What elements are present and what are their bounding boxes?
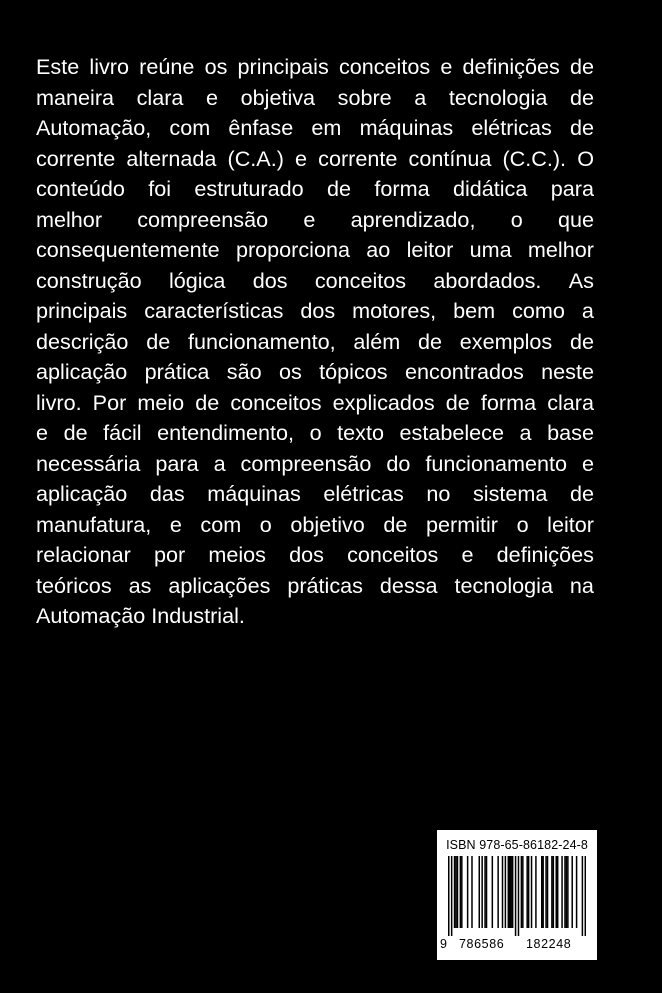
blurb-word: texto [337, 420, 384, 445]
blurb-word: clara [136, 84, 184, 110]
blurb-word: permitir [426, 511, 498, 537]
blurb-word: prática [144, 359, 210, 384]
blurb-word: consequentemente [36, 237, 220, 262]
blurb-word: a [581, 298, 594, 323]
barcode-bar [551, 856, 553, 928]
blurb-word: no [426, 481, 451, 506]
barcode-bar [467, 856, 469, 928]
blurb-word: por [153, 542, 186, 567]
blurb-word: as [128, 572, 152, 598]
blurb-word: uma [469, 237, 512, 262]
blurb-word: compreensão [137, 206, 269, 232]
barcode-bar [515, 856, 517, 936]
blurb-word: principais [36, 298, 128, 323]
barcode-bar [567, 856, 569, 928]
blurb-word: são [226, 359, 262, 384]
blurb-word: o [510, 206, 523, 232]
barcode-bar [484, 856, 486, 928]
blurb-word: ênfase [228, 115, 294, 140]
blurb-word: funcionamento [425, 450, 567, 476]
blurb-word: melhor [36, 206, 103, 232]
blurb-line [36, 571, 594, 602]
blurb-word: meio [137, 389, 185, 415]
blurb-word: contínua [408, 145, 492, 171]
blurb-word: do [386, 450, 411, 476]
barcode-bar [448, 856, 450, 936]
barcode-bar [454, 856, 456, 928]
blurb-word: (C.C.). [502, 145, 567, 171]
blurb-word: máquinas [207, 481, 301, 506]
blurb-word: aplicação [36, 359, 128, 384]
blurb-line [36, 113, 594, 144]
blurb-word: principais [237, 54, 329, 79]
blurb-word: entendimento, [157, 420, 294, 445]
isbn-label: ISBN 978-65-86182-24-8 [446, 838, 588, 852]
blurb-word: definições [496, 542, 594, 567]
barcode-bar [518, 856, 520, 936]
blurb-word: didática [452, 176, 528, 201]
blurb-word: para [550, 176, 594, 201]
blurb-word: de [569, 328, 594, 354]
barcode-bars [448, 856, 586, 936]
blurb-word: Este [36, 54, 80, 79]
blurb-word: bem [453, 298, 496, 323]
blurb-word: descrição [36, 328, 129, 354]
barcode-bar [535, 856, 537, 928]
blurb-word: e [461, 542, 474, 567]
ean-left-group: 786586 [459, 937, 505, 951]
barcode-bar [460, 856, 462, 928]
blurb-word: conceitos [338, 54, 431, 79]
blurb-word: meios [208, 542, 266, 567]
barcode-bar [502, 856, 504, 928]
blurb-line [36, 357, 594, 388]
blurb-word: práticas [287, 572, 363, 598]
blurb-line [36, 52, 594, 83]
blurb-word: dos [289, 542, 324, 567]
barcode-bar [564, 856, 566, 928]
ean-right-group: 182248 [526, 937, 572, 951]
blurb-word: o [259, 511, 272, 537]
blurb-word: corrente [36, 145, 116, 171]
back-cover-blurb [36, 52, 594, 632]
blurb-line [36, 296, 594, 327]
barcode-bar [585, 856, 586, 936]
blurb-word: como [512, 298, 565, 323]
blurb-line [36, 205, 594, 236]
blurb-word: motores, [352, 298, 437, 323]
barcode-bar [492, 856, 494, 928]
barcode-bar [555, 856, 557, 928]
blurb-word: tecnologia [448, 84, 548, 110]
barcode-bar [582, 856, 584, 936]
blurb-word: o [309, 420, 322, 445]
blurb-word: neste [541, 359, 594, 384]
blurb-word: Industrial. [151, 603, 245, 628]
blurb-word: de [569, 84, 594, 110]
blurb-word: base [547, 420, 594, 445]
barcode-bar [561, 856, 563, 928]
blurb-word: aplicações [168, 572, 271, 598]
barcode-bar [455, 856, 457, 928]
blurb-line [36, 510, 594, 541]
blurb-word: de [195, 389, 220, 415]
blurb-line [36, 388, 594, 419]
blurb-line [36, 83, 594, 114]
blurb-word: a [414, 84, 427, 110]
blurb-word: elétricas [471, 115, 552, 140]
isbn-barcode [437, 830, 597, 960]
blurb-word: os [278, 359, 302, 384]
blurb-word: a [213, 450, 226, 476]
blurb-word: ao [366, 237, 391, 262]
blurb-word: objetivo [290, 511, 365, 537]
blurb-word: e [169, 511, 182, 537]
blurb-word: leitor [406, 237, 454, 262]
barcode-bar [557, 856, 559, 928]
blurb-word: de [326, 176, 352, 201]
blurb-word: de [569, 54, 594, 79]
blurb-word: O [577, 145, 594, 171]
blurb-word: e [295, 145, 308, 171]
blurb-word: além [353, 328, 401, 354]
blurb-word: a [519, 420, 532, 445]
blurb-line [36, 327, 594, 358]
blurb-word: explicados [332, 389, 435, 415]
blurb-word: clara [547, 389, 594, 415]
barcode-bar [510, 856, 512, 928]
blurb-word: dos [300, 298, 336, 323]
blurb-word: aplicação [36, 481, 128, 506]
blurb-word: sobre [337, 84, 392, 110]
blurb-word: para [155, 450, 199, 476]
blurb-word: necessária [36, 450, 141, 476]
blurb-word: exemplos [459, 328, 553, 354]
blurb-word: dessa [379, 572, 438, 598]
blurb-word: dos [252, 267, 288, 293]
blurb-word: conceitos [230, 389, 322, 415]
barcode-bar [553, 856, 555, 928]
blurb-word: As [568, 267, 594, 293]
blurb-line [36, 174, 594, 205]
blurb-word: objetiva [240, 84, 316, 110]
blurb-word: definições [462, 54, 560, 79]
blurb-word: com [200, 511, 242, 537]
barcode-bar [486, 856, 488, 928]
blurb-word: com [169, 115, 211, 140]
blurb-word: livro [89, 54, 129, 79]
blurb-word: e [303, 206, 316, 232]
blurb-word: foi [148, 176, 172, 201]
blurb-word: relacionar [36, 542, 131, 567]
barcode-bar [497, 856, 499, 928]
blurb-word: características [144, 298, 284, 323]
blurb-line [36, 266, 594, 297]
barcode-bar [576, 856, 578, 928]
blurb-line [36, 601, 594, 632]
blurb-word: de [445, 389, 470, 415]
blurb-word: teóricos [36, 572, 112, 598]
blurb-word: de [569, 115, 594, 140]
barcode-bar [457, 856, 459, 928]
barcode-bar [508, 856, 510, 928]
blurb-word: livro. [36, 389, 82, 415]
barcode-bar [526, 856, 528, 928]
blurb-line [36, 479, 594, 510]
blurb-word: conceitos [347, 542, 439, 567]
blurb-word: das [149, 481, 185, 506]
barcode-bar [531, 856, 533, 928]
barcode-bar [481, 856, 483, 928]
blurb-word: máquinas [359, 115, 454, 140]
blurb-line [36, 235, 594, 266]
blurb-word: proporciona [235, 237, 350, 262]
barcode-bar [545, 856, 547, 928]
blurb-line [36, 540, 594, 571]
blurb-word: Por [92, 389, 127, 415]
blurb-word: elétricas [323, 481, 404, 506]
blurb-word: na [569, 572, 594, 598]
blurb-word: e [206, 84, 219, 110]
blurb-word: (C.A.) [227, 145, 284, 171]
blurb-word: alternada [126, 145, 217, 171]
barcode-bar [541, 856, 543, 928]
blurb-word: leitor [547, 511, 594, 537]
blurb-word: tópicos [319, 359, 388, 384]
blurb-word: que [557, 206, 594, 232]
blurb-word: sistema [472, 481, 548, 506]
blurb-word: forma [374, 176, 430, 201]
blurb-word: estabelece [399, 420, 504, 445]
blurb-word: Automação [36, 603, 146, 628]
blurb-word: fácil [103, 420, 142, 445]
blurb-line [36, 449, 594, 480]
ean-digits [438, 937, 596, 953]
barcode-bar [547, 856, 549, 928]
barcode-bar [566, 856, 568, 928]
blurb-word: funcionamento, [187, 328, 336, 354]
barcode-bar [571, 856, 573, 928]
blurb-word: de [146, 328, 171, 354]
blurb-word: construção [36, 267, 142, 293]
blurb-word: de [63, 420, 88, 445]
blurb-word: de [383, 511, 408, 537]
blurb-word: tecnologia [454, 572, 553, 598]
blurb-word: em [311, 115, 342, 140]
blurb-word: e [581, 450, 594, 476]
ean-first-digit: 9 [440, 937, 447, 951]
barcode-bar [542, 856, 544, 928]
blurb-word: abordados. [433, 267, 542, 293]
blurb-word: estruturado [194, 176, 304, 201]
blurb-word: conteúdo [36, 176, 125, 201]
barcode-bar [522, 856, 524, 928]
barcode-bar [461, 856, 463, 928]
blurb-word: conceitos [314, 267, 407, 293]
blurb-line [36, 418, 594, 449]
blurb-word: corrente [318, 145, 398, 171]
blurb-word: e [440, 54, 453, 79]
barcode-bar [479, 856, 481, 928]
blurb-word: encontrados [404, 359, 524, 384]
barcode-bar [521, 856, 523, 928]
blurb-word: compreensão [240, 450, 372, 476]
barcode-bar [505, 856, 507, 928]
blurb-word: de [569, 481, 594, 506]
blurb-word: forma [480, 389, 537, 415]
blurb-word: reúne [139, 54, 195, 79]
barcode-bar [512, 856, 514, 928]
blurb-word: Automação, [36, 115, 152, 140]
barcode-bar [509, 856, 511, 928]
blurb-word: e [36, 420, 49, 445]
blurb-word: lógica [168, 267, 226, 293]
blurb-word: manufatura, [36, 511, 152, 537]
blurb-line [36, 144, 594, 175]
barcode-bar [528, 856, 530, 928]
blurb-word: aprendizado, [350, 206, 476, 232]
blurb-word: o [516, 511, 529, 537]
blurb-word: os [204, 54, 228, 79]
barcode-bar [471, 856, 473, 928]
blurb-word: maneira [36, 84, 115, 110]
blurb-word: melhor [527, 237, 594, 262]
blurb-word: de [417, 328, 443, 354]
barcode-bar [451, 856, 453, 936]
